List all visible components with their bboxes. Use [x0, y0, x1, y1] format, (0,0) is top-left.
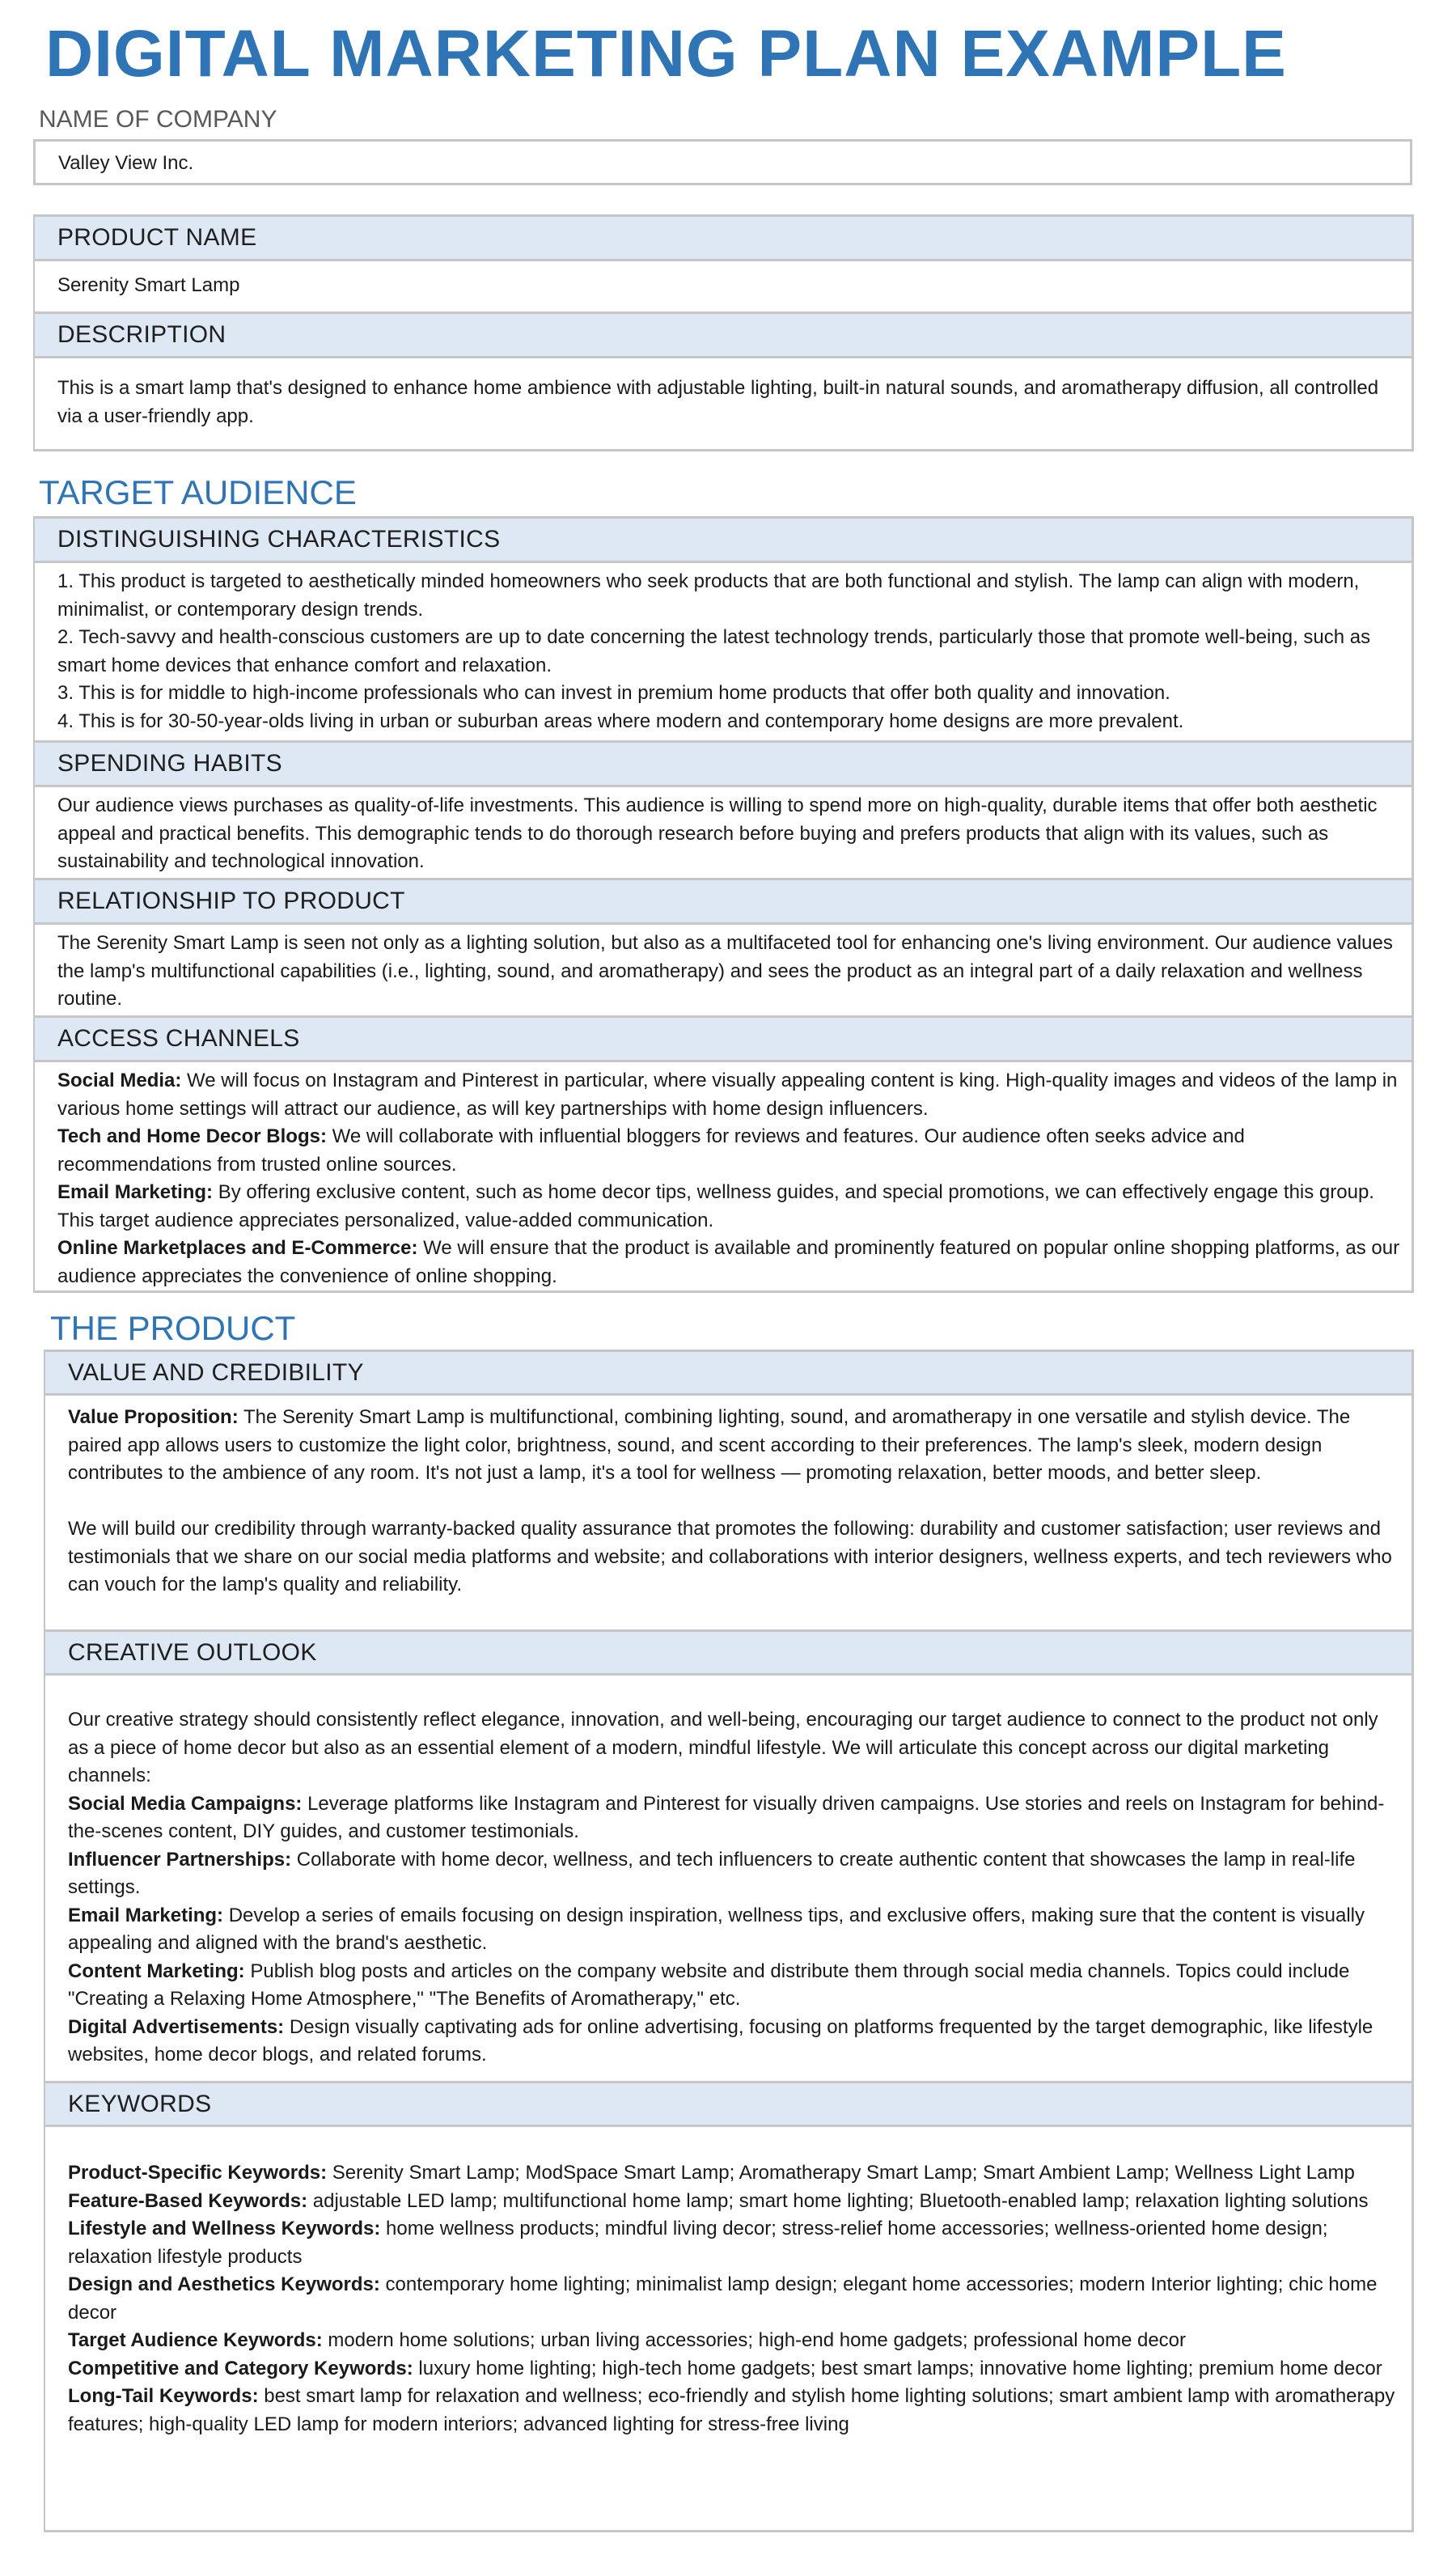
access-term: Tech and Home Decor Blogs: — [57, 1125, 327, 1147]
keyword-group — [68, 2383, 1403, 2439]
access-text: We will ensure that the product is available and prominently featured on popular online shopping platforms, as our audience appreciates the convenience of online shopping. — [57, 1237, 1400, 1287]
relationship-text: The Serenity Smart Lamp is seen not only as a lighting solution, but also as a multifaceted tool for enhancing one's living environment. Our audience values the lamp's multifunctional capabilities (i.e., lighting, sound, and aromatherapy) and sees the product as an integral part of a daily relaxation and wellness routine. — [57, 932, 1393, 1010]
relationship-cell[interactable] — [35, 925, 1412, 1018]
keyword-text: best smart lamp for relaxation and wellness; eco-friendly and stylish home lighting solutions; smart ambient lamp with aromatherapy features; high-quality LED lamp for modern interiors; advanced lighting for stress-free living — [68, 2385, 1395, 2435]
creative-text: Publish blog posts and articles on the company website and distribute them through social media channels. Topics could include "Creating a Relaxing Home Atmosphere," "The Benefits of Aromatherapy," etc. — [68, 1960, 1350, 2010]
value-proposition — [68, 1404, 1403, 1488]
distinguishing-header — [35, 519, 1412, 563]
creative-outlook-header — [45, 1632, 1412, 1676]
creative-term: Influencer Partnerships: — [68, 1848, 292, 1871]
access-term: Social Media: — [57, 1070, 182, 1091]
product-info-table — [33, 214, 1414, 451]
value-proposition-term: Value Proposition: — [68, 1406, 239, 1428]
value-credibility-label: VALUE AND CREDIBILITY — [68, 1358, 364, 1386]
keyword-term: Feature-Based Keywords: — [68, 2189, 308, 2212]
keyword-group — [68, 2188, 1403, 2216]
keyword-group — [68, 2355, 1403, 2383]
spending-text: Our audience views purchases as quality-of-life investments. This audience is willing to spend more on high-quality, durable items that offer both aesthetic appeal and practical benefits. This demographic tends to do thorough research before buying and prefers products that align with its values, such as sustainability and technological innovation. — [57, 794, 1378, 872]
creative-item-email — [68, 1902, 1403, 1958]
creative-item-content — [68, 1958, 1403, 2014]
product-name-value: Serenity Smart Lamp — [57, 274, 240, 296]
page-title: DIGITAL MARKETING PLAN EXAMPLE — [45, 17, 1287, 91]
creative-term: Digital Advertisements: — [68, 2015, 285, 2038]
keyword-text: Serenity Smart Lamp; ModSpace Smart Lamp; Aromatherapy Smart Lamp; Smart Ambient Lamp; Wellness Light Lamp — [327, 2162, 1355, 2184]
keyword-text: contemporary home lighting; minimalist lamp design; elegant home accessories; modern Interior lighting; chic home decor — [68, 2273, 1378, 2324]
keyword-text: home wellness products; mindful living decor; stress-relief home accessories; wellness-oriented home design; relaxation lifestyle products — [68, 2218, 1328, 2268]
creative-outlook-cell[interactable] — [45, 1676, 1412, 2083]
access-item-blogs — [57, 1123, 1403, 1179]
creative-item-ads — [68, 2014, 1403, 2070]
distinguishing-item: 4. This is for 30-50-year-olds living in urban or suburban areas where modern and contemporary home designs are more prevalent. — [57, 710, 1184, 732]
company-name-label: NAME OF COMPANY — [39, 106, 277, 133]
description-cell[interactable] — [35, 358, 1412, 449]
value-credibility-cell[interactable] — [45, 1396, 1412, 1632]
creative-intro: Our creative strategy should consistently reflect elegance, innovation, and well-being, encouraging our target audience to connect to the product not only as a piece of home decor but also as an essential element of a modern, mindful lifestyle. We will articulate this concept across our digital marketing channels: — [68, 1709, 1378, 1786]
product-name-cell[interactable] — [35, 261, 1412, 314]
keyword-term: Lifestyle and Wellness Keywords: — [68, 2218, 381, 2239]
distinguishing-item: 1. This product is targeted to aesthetically minded homeowners who seek products that are both functional and stylish. The lamp can align with modern, minimalist, or contemporary design trends. — [57, 570, 1360, 621]
creative-term: Social Media Campaigns: — [68, 1792, 303, 1815]
distinguishing-label: DISTINGUISHING CHARACTERISTICS — [57, 526, 501, 553]
keyword-group — [68, 2215, 1403, 2271]
keyword-group — [68, 2271, 1403, 2327]
access-label: ACCESS CHANNELS — [57, 1025, 300, 1052]
access-text: We will focus on Instagram and Pinterest in particular, where visually appealing content is king. High-quality images and videos of the lamp in various home settings will attract our audience, as will key partnerships with home design influencers. — [57, 1070, 1398, 1120]
keywords-header — [45, 2083, 1412, 2127]
keyword-term: Design and Aesthetics Keywords: — [68, 2273, 380, 2295]
keyword-term: Target Audience Keywords: — [68, 2329, 323, 2351]
access-term: Email Marketing: — [57, 1181, 214, 1203]
creative-item-social — [68, 1790, 1403, 1846]
target-audience-table — [33, 516, 1414, 1293]
creative-term: Email Marketing: — [68, 1904, 224, 1926]
distinguishing-cell[interactable] — [35, 563, 1412, 743]
value-proposition-text: The Serenity Smart Lamp is multifunctional, combining lighting, sound, and aromatherapy in one versatile and stylish device. The paired app allows users to customize the light color, brightness, sound, and scent according to their preferences. The lamp's sleek, modern design contributes to the ambience of any room. It's not just a lamp, it's a tool for wellness — promoting relaxation, better moods, and better sleep. — [68, 1406, 1351, 1484]
keyword-text: modern home solutions; urban living accessories; high-end home gadgets; professional home decor — [322, 2329, 1187, 2351]
distinguishing-item: 2. Tech-savvy and health-conscious customers are up to date concerning the latest technology trends, particularly those that promote well-being, such as smart home devices that enhance comfort and relaxation. — [57, 626, 1371, 676]
creative-item-influencer — [68, 1846, 1403, 1902]
relationship-header — [35, 880, 1412, 925]
creative-text: Collaborate with home decor, wellness, and tech influencers to create authentic content that showcases the lamp in real-life settings. — [68, 1848, 1356, 1898]
keyword-text: luxury home lighting; high-tech home gadgets; best smart lamps; innovative home lighting; premium home decor — [413, 2357, 1382, 2379]
product-name-label: PRODUCT NAME — [57, 224, 257, 251]
product-name-header — [35, 217, 1412, 261]
description-value: This is a smart lamp that's designed to enhance home ambience with adjustable lighting, built-in natural sounds, and aromatherapy diffusion, all controlled via a user-friendly app. — [57, 377, 1379, 427]
keywords-label: KEYWORDS — [68, 2090, 212, 2117]
keyword-group — [68, 2159, 1403, 2188]
creative-outlook-label: CREATIVE OUTLOOK — [68, 1638, 317, 1666]
company-name-field[interactable] — [33, 139, 1412, 185]
creative-text: Leverage platforms like Instagram and Pinterest for visually driven campaigns. Use stories and reels on Instagram for behind-the-scenes content, DIY guides, and customer testimonials. — [68, 1792, 1385, 1842]
creative-text: Design visually captivating ads for online advertising, focusing on platforms frequented by the target demographic, like lifestyle websites, home decor blogs, and related forums. — [68, 2015, 1373, 2066]
description-label: DESCRIPTION — [57, 321, 226, 348]
relationship-label: RELATIONSHIP TO PRODUCT — [57, 888, 405, 914]
spending-header — [35, 743, 1412, 787]
keyword-term: Product-Specific Keywords: — [68, 2162, 328, 2184]
distinguishing-item: 3. This is for middle to high-income professionals who can invest in premium home products that offer both quality and innovation. — [57, 682, 1170, 704]
access-item-email — [57, 1179, 1403, 1235]
value-credibility-header — [45, 1352, 1412, 1396]
keyword-group — [68, 2327, 1403, 2355]
spending-cell[interactable] — [35, 787, 1412, 880]
access-text: We will collaborate with influential bloggers for reviews and features. Our audience often seeks advice and recommendations from trusted online sources. — [57, 1125, 1245, 1176]
access-item-social-media — [57, 1067, 1403, 1123]
creative-term: Content Marketing: — [68, 1960, 245, 1982]
keyword-term: Long-Tail Keywords: — [68, 2385, 259, 2407]
keyword-text: adjustable LED lamp; multifunctional home lamp; smart home lighting; Bluetooth-enabled lamp; relaxation lighting solutions — [307, 2189, 1369, 2212]
target-audience-heading: TARGET AUDIENCE — [39, 473, 357, 511]
access-item-marketplaces — [57, 1235, 1403, 1290]
the-product-table — [44, 1350, 1414, 2532]
access-cell[interactable] — [35, 1062, 1412, 1290]
spending-label: SPENDING HABITS — [57, 750, 282, 777]
access-text: By offering exclusive content, such as home decor tips, wellness guides, and special promotions, we can effectively engage this group. This target audience appreciates personalized, value-added communication. — [57, 1181, 1374, 1231]
the-product-heading: THE PRODUCT — [50, 1309, 296, 1347]
access-header — [35, 1018, 1412, 1062]
credibility-text: We will build our credibility through warranty-backed quality assurance that promotes the following: durability and customer satisfaction; user reviews and testimonials that we share on our social media platforms and website; and collaborations with interior designers, wellness experts, and tech reviewers who can vouch for the lamp's quality and reliability. — [68, 1518, 1392, 1595]
description-header — [35, 314, 1412, 358]
company-name-value: Valley View Inc. — [58, 152, 194, 174]
creative-text: Develop a series of emails focusing on design inspiration, wellness tips, and exclusive offers, making sure that the content is visually appealing and aligned with the brand's aesthetic. — [68, 1904, 1365, 1954]
keyword-term: Competitive and Category Keywords: — [68, 2357, 413, 2379]
access-term: Online Marketplaces and E-Commerce: — [57, 1237, 418, 1259]
keywords-cell[interactable] — [45, 2127, 1412, 2530]
